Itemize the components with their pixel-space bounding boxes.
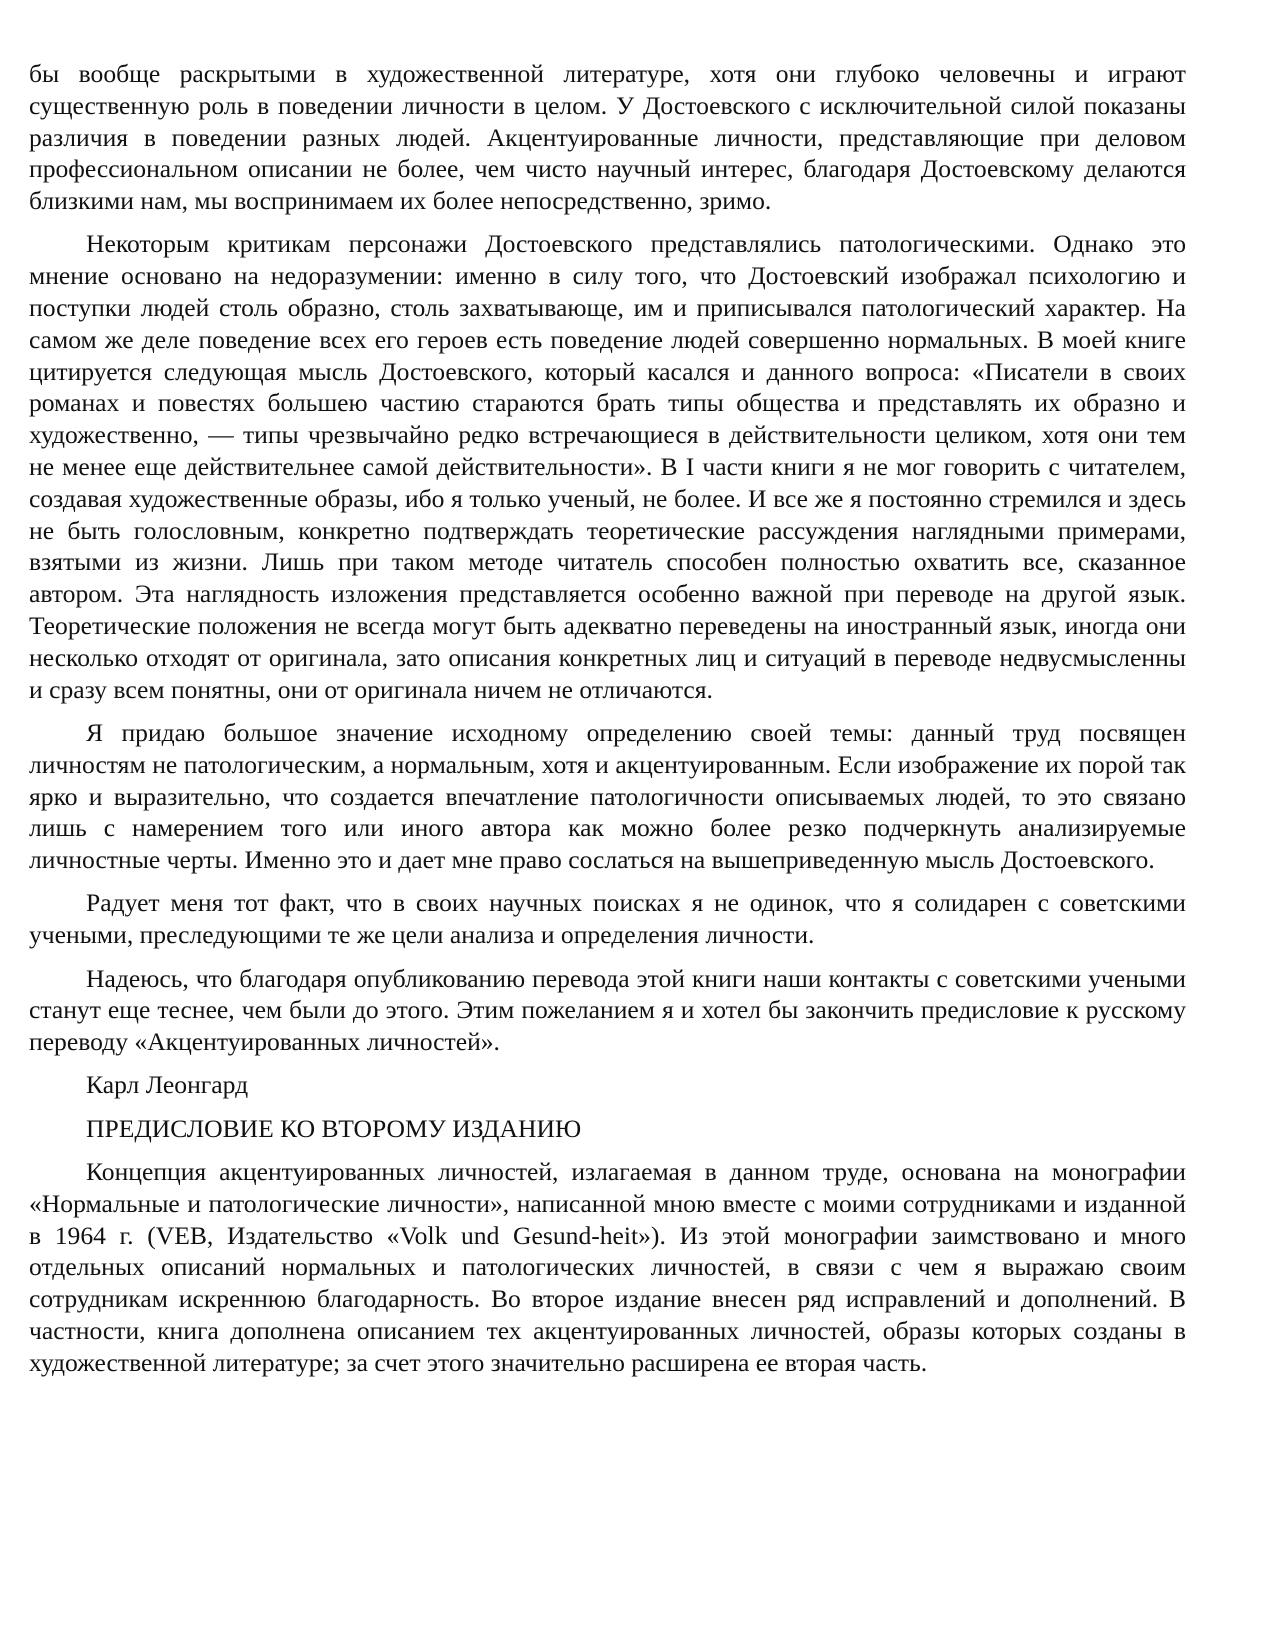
paragraph: Надеюсь, что благодаря опубликованию перевода этой книги наши контакты с советскими учеными станут еще теснее, чем были до этого. Этим пожеланием я и хотел бы закончить предисловие к русскому переводу «Акцентуированных личностей». (29, 963, 1186, 1057)
paragraph: Радует меня тот факт, что в своих научных поисках я не одинок, что я солидарен с советскими учеными, преследующими те же цели анализа и определения личности. (29, 888, 1186, 950)
paragraph: бы вообще раскрытыми в художественной литературе, хотя они глубоко человечны и играют существенную роль в поведении личности в целом. У Достоевского с исключительной силой показаны различия в поведении разных людей. Акцентуированные личности, представляющие при деловом профессиональном описании не более, чем чисто научный интерес, благодаря Достоевскому делаются близкими нам, мы воспринимаем их более непосредственно, зримо. (29, 59, 1186, 216)
document-page (29, 58, 1186, 1390)
section-heading: ПРЕДИСЛОВИЕ КО ВТОРОМУ ИЗДАНИЮ (86, 1113, 582, 1143)
paragraph: Я придаю большое значение исходному определению своей темы: данный труд посвящен личностям не патологическим, а нормальным, хотя и акцентуированным. Если изображение их порой так ярко и выразительно, что создается впечатление патологичности описываемых людей, то это связано лишь с намерением того или иного автора как можно более резко подчеркнуть анализируемые личностные черты. Именно это и дает мне право сослаться на вышеприведенную мысль Достоевского. (29, 717, 1186, 875)
paragraph: Концепция акцентуированных личностей, излагаемая в данном труде, основана на монографии «Нормальные и патологические личности», написанной мною вместе с моими сотрудниками и изданной в 1964 г. (VEB, Издательство «Volk und Gesund-heit»). Из этой монографии заимствовано и много отдельных описаний нормальных и патологических личностей, в связи с чем я выражаю своим сотрудникам искреннюю благодарность. Во второе издание внесен ряд исправлений и дополнений. В частности, книга дополнена описанием тех акцентуированных личностей, образы которых созданы в художественной литературе; за счет этого значительно расширена ее вторая часть. (29, 1157, 1186, 1377)
signature: Карл Леонгард (86, 1070, 249, 1100)
paragraph: Некоторым критикам персонажи Достоевского представлялись патологическими. Однако это мнение основано на недоразумении: именно в силу того, что Достоевский изображал психологию и поступки людей столь образно, столь захватывающе, им и приписывался патологический характер. На самом же деле поведение всех его героев есть поведение людей совершенно нормальных. В моей книге цитируется следующая мысль Достоевского, который касался и данного вопроса: «Писатели в своих романах и повестях большею частию стараются брать типы общества и представлять их образно и художественно, — типы чрезвычайно редко встречающиеся в действительности целиком, хотя они тем не менее еще действительнее самой действительности». В I части книги я не мог говорить с читателем, создавая художественные образы, ибо я только ученый, не более. И все же я постоянно стремился и здесь не быть голословным, конкретно подтверждать теоретические рассуждения наглядными примерами, взятыми из жизни. Лишь при таком методе читатель способен полностью охватить все, сказанное автором. Эта наглядность изложения представляется особенно важной при переводе на другой язык. Теоретические положения не всегда могут быть адекватно переведены на иностранный язык, иногда они несколько отходят от оригинала, зато описания конкретных лиц и ситуаций в переводе недвусмысленны и сразу всем понятны, они от оригинала ничем не отличаются. (29, 229, 1186, 704)
